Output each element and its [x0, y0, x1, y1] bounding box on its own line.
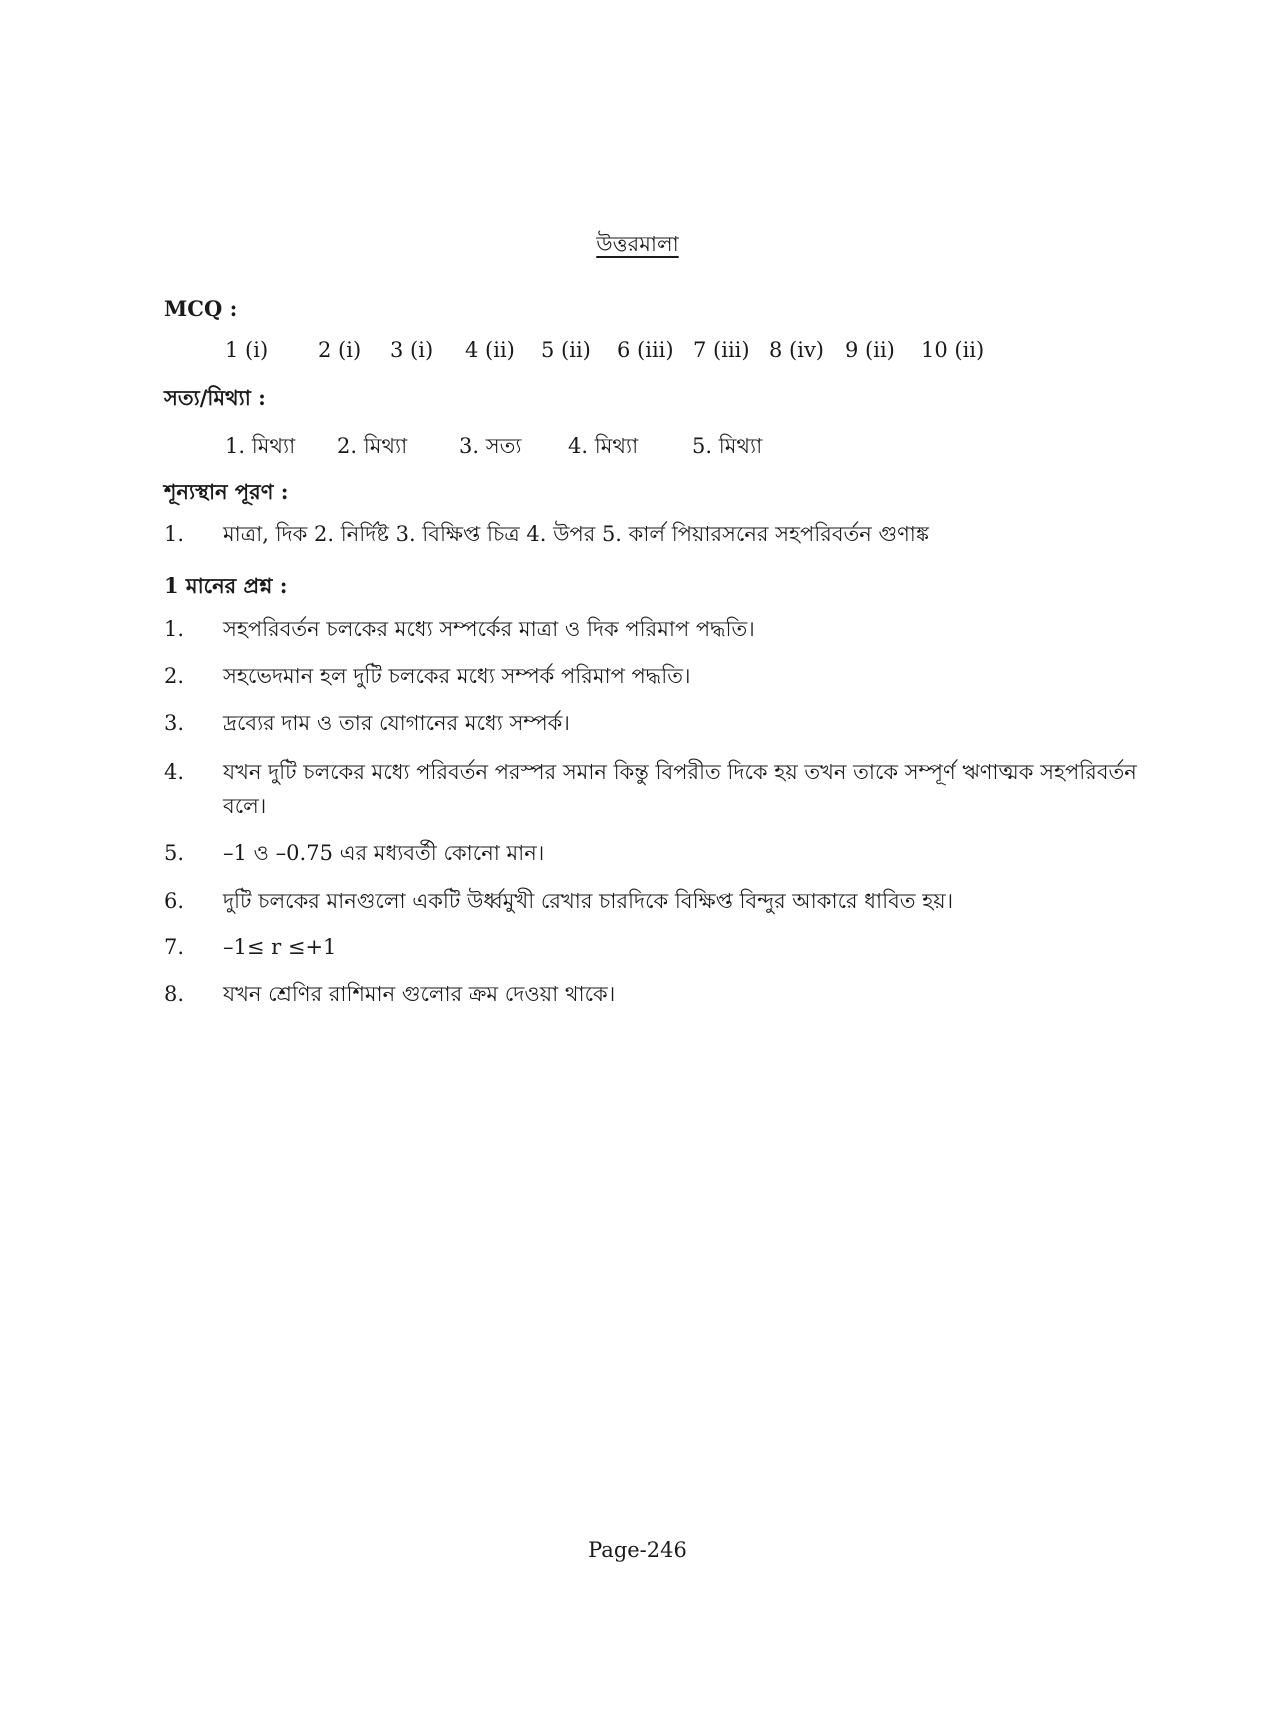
fill-blanks-heading: শূন্যস্থান পূরণ :: [164, 479, 289, 504]
list-item-number: 4.: [164, 760, 185, 784]
list-item-number: 5.: [164, 841, 185, 865]
list-item: দ্রব্যের দাম ও তার যোগানের মধ্যে সম্পর্ক।: [223, 711, 570, 735]
mcq-answer: 5 (ii): [541, 338, 591, 362]
true-false-answer: 2. মিথ্যা: [337, 434, 408, 458]
list-item-number: 6.: [164, 889, 185, 913]
mcq-answer: 6 (iii): [617, 338, 674, 362]
fill-blanks-number: 1.: [164, 522, 185, 546]
page-number: Page-246: [588, 1538, 687, 1562]
list-item-number: 7.: [164, 935, 185, 959]
list-item-number: 2.: [164, 664, 185, 688]
list-item: –1 ও –0.75 এর মধ্যবর্তী কোনো মান।: [223, 841, 545, 865]
true-false-answer: 3. সত্য: [459, 434, 522, 458]
one-mark-heading: 1 মানের প্রশ্ন :: [164, 573, 288, 598]
true-false-answer: 5. মিথ্যা: [692, 434, 763, 458]
list-item: যখন শ্রেণির রাশিমান গুলোর ক্রম দেওয়া থাকে।: [223, 982, 616, 1006]
true-false-heading: সত্য/মিথ্যা :: [164, 385, 266, 410]
list-item-number: 1.: [164, 617, 185, 641]
mcq-answer: 8 (iv): [769, 338, 825, 362]
list-item-number: 3.: [164, 711, 185, 735]
list-item: যখন দুটি চলকের মধ্যে পরিবর্তন পরস্পর সমান কিন্তু বিপরীত দিকে হয় তখন তাকে সম্পূর্ণ ঋণাত্মক সহপরিবর্তন বলে।: [223, 760, 1137, 818]
mcq-answer: 1 (i): [225, 338, 269, 362]
true-false-answer: 1. মিথ্যা: [225, 434, 296, 458]
mcq-answer: 9 (ii): [845, 338, 895, 362]
true-false-answer: 4. মিথ্যা: [568, 434, 639, 458]
mcq-answer: 2 (i): [318, 338, 362, 362]
list-item: সহপরিবর্তন চলকের মধ্যে সম্পর্কের মাত্রা ও দিক পরিমাপ পদ্ধতি।: [223, 617, 755, 641]
mcq-answer: 7 (iii): [693, 338, 750, 362]
list-item: দুটি চলকের মানগুলো একটি উর্ধ্বমুখী রেখার চারদিকে বিক্ষিপ্ত বিন্দুর আকারে ধাবিত হয়।: [223, 889, 954, 913]
list-item-number: 8.: [164, 982, 185, 1006]
mcq-answer: 3 (i): [390, 338, 434, 362]
fill-blanks-text: মাত্রা, দিক 2. নির্দিষ্ট 3. বিক্ষিপ্ত চিত্র 4. উপর 5. কার্ল পিয়ারসনের সহপরিবর্তন গুণাঙ্ক: [223, 522, 930, 546]
page-title: উত্তরমালা: [596, 232, 679, 256]
mcq-answer: 4 (ii): [465, 338, 515, 362]
mcq-answer: 10 (ii): [921, 338, 985, 362]
list-item: সহভেদমান হল দুটি চলকের মধ্যে সম্পর্ক পরিমাপ পদ্ধতি।: [223, 664, 691, 688]
mcq-heading: MCQ :: [164, 296, 238, 321]
list-item: –1≤ r ≤+1: [223, 935, 337, 959]
